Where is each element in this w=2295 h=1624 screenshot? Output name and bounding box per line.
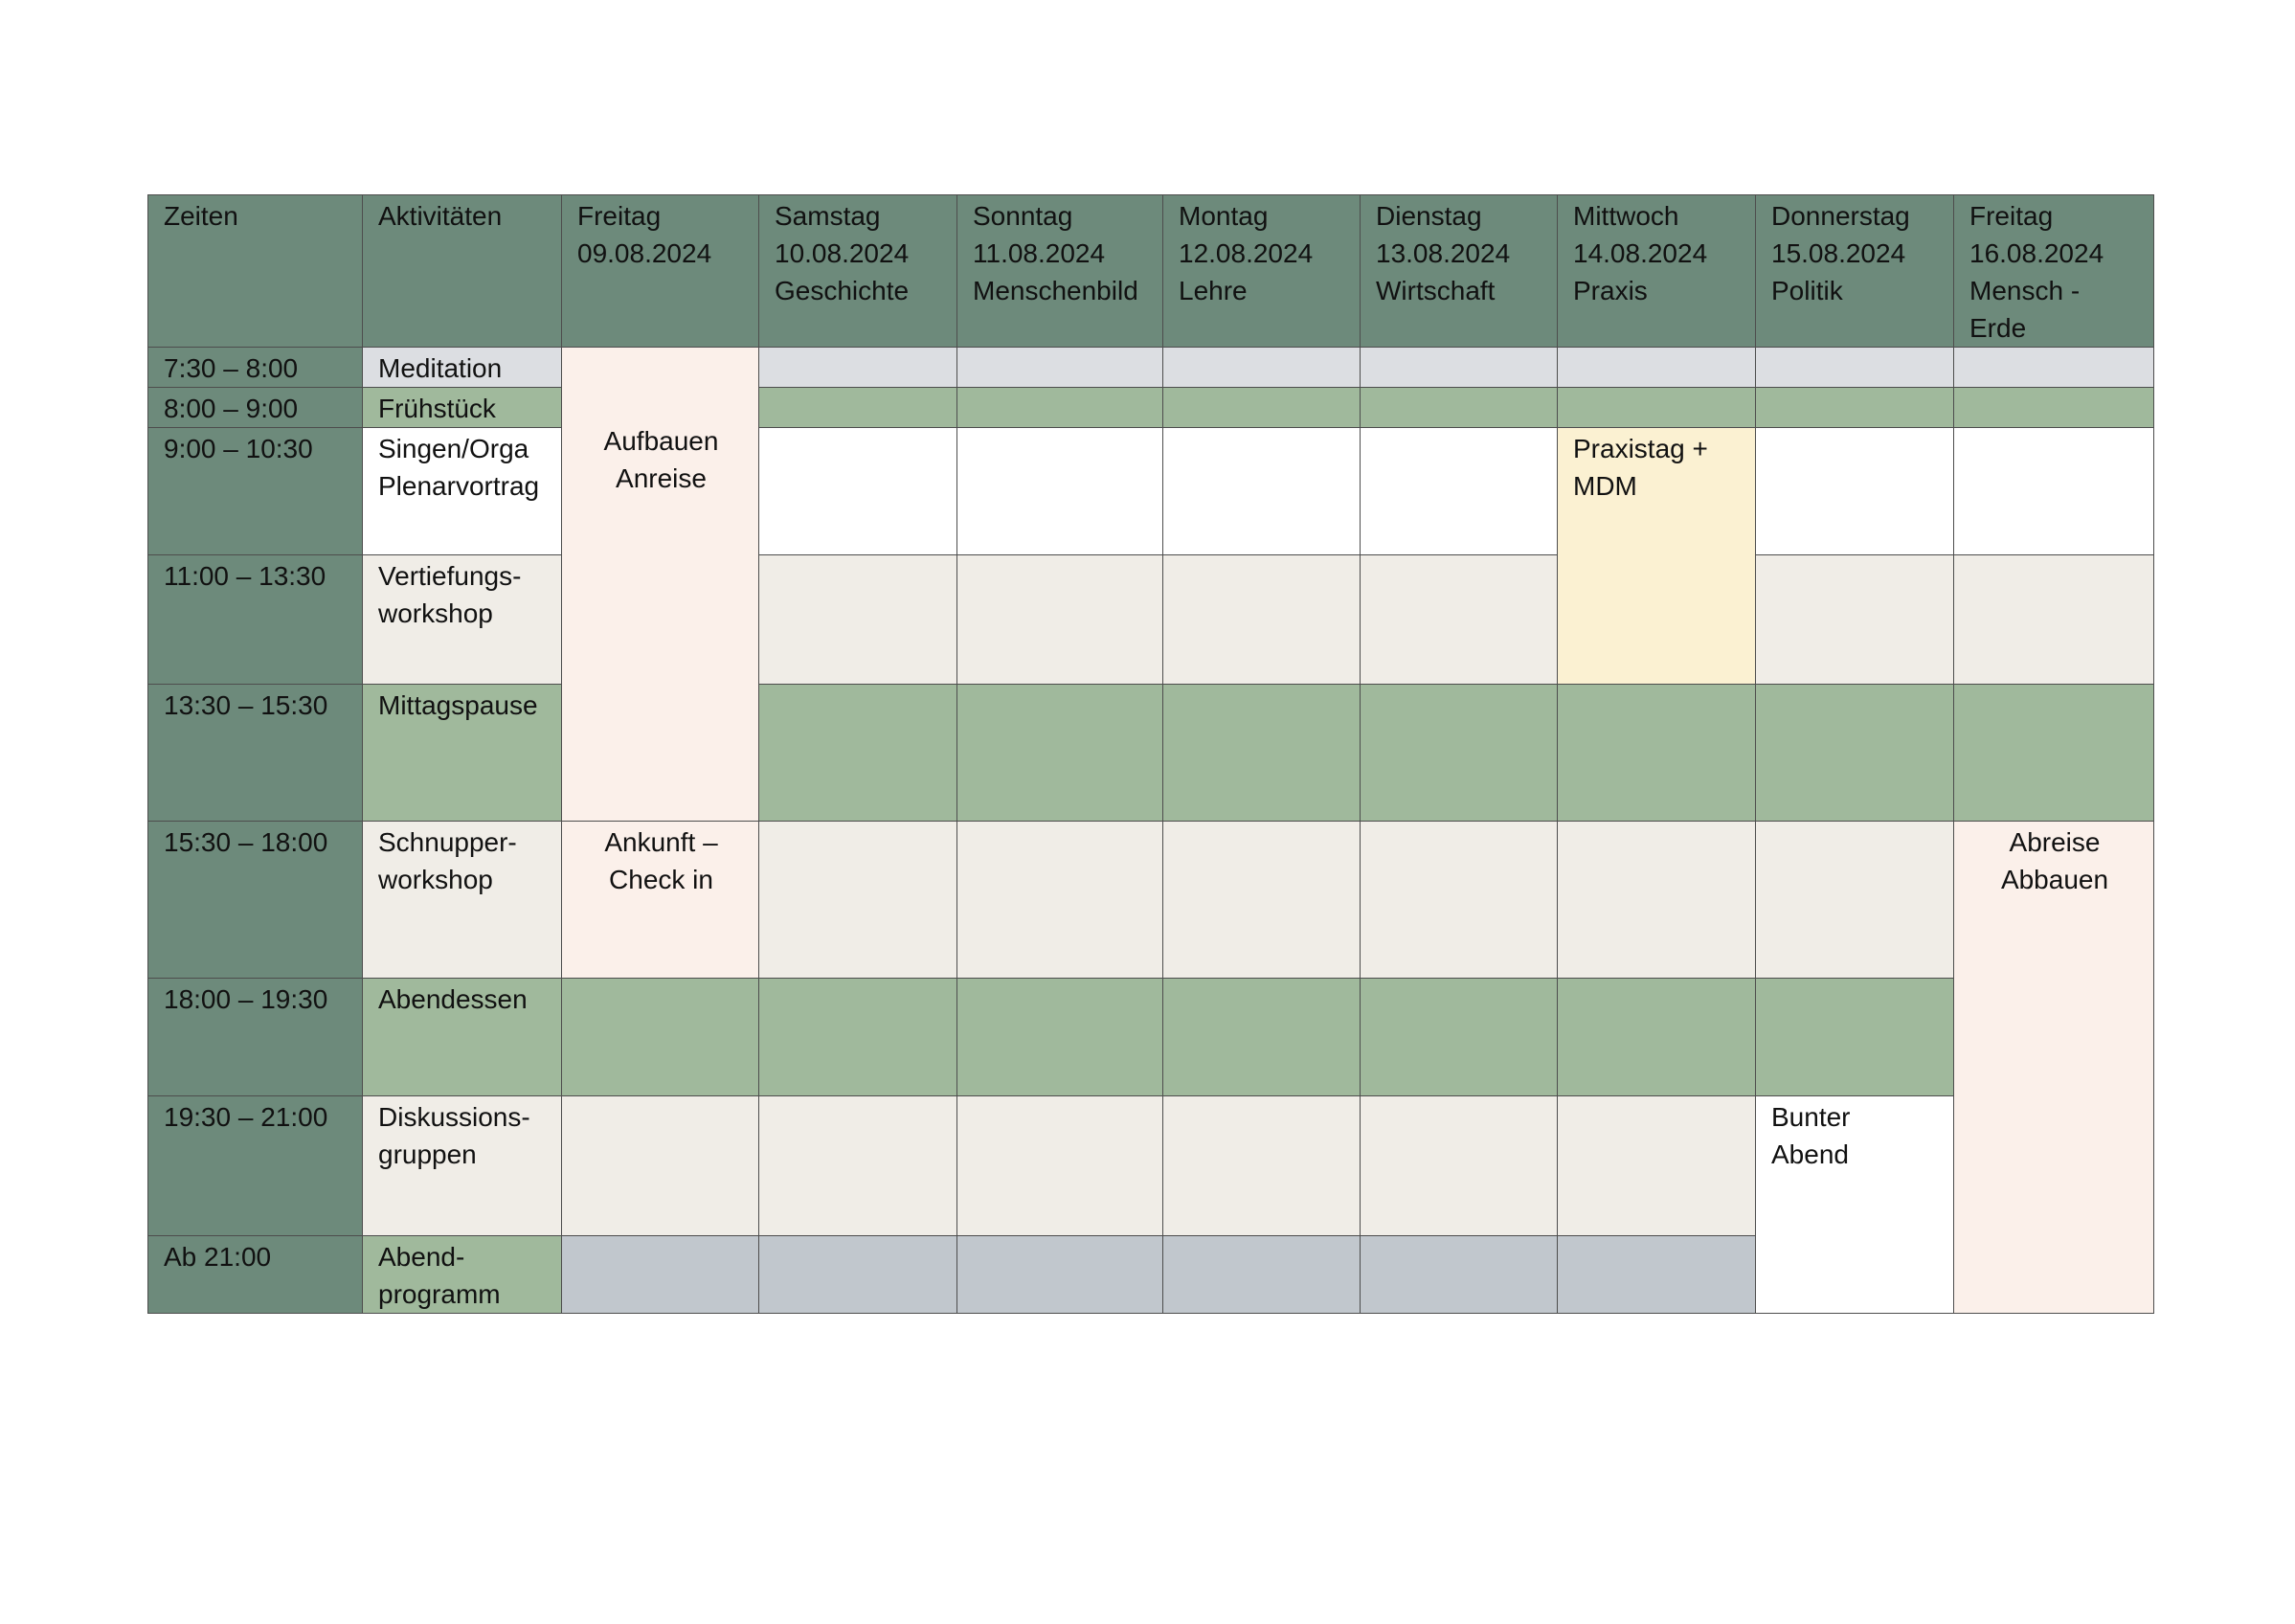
activity-cell: Abendessen [363,979,562,1096]
bunter-abend-cell: Bunter Abend [1756,1096,1954,1314]
slot-cell [1756,348,1954,388]
slot-cell [1954,348,2154,388]
ankunft-checkin-cell: Ankunft – Check in [562,822,759,979]
slot-cell [1954,685,2154,822]
activity-cell: Frühstück [363,388,562,428]
header-day-mon-1208: Montag 12.08.2024 Lehre [1163,195,1361,348]
slot-cell [1558,979,1756,1096]
header-row [148,195,2154,348]
slot-cell [957,979,1163,1096]
row-plenarvortrag [148,428,2154,555]
slot-cell [759,555,957,685]
header-day-fri-1608: Freitag 16.08.2024 Mensch - Erde [1954,195,2154,348]
time-cell: 11:00 – 13:30 [148,555,363,685]
row-abendessen [148,979,2154,1096]
slot-cell [957,388,1163,428]
slot-cell [1361,388,1558,428]
slot-cell [759,348,957,388]
activity-cell: Mittagspause [363,685,562,822]
slot-cell [562,1236,759,1314]
row-mittagspause [148,685,2154,822]
slot-cell [957,822,1163,979]
activity-cell: Diskussions- gruppen [363,1096,562,1236]
slot-cell [759,685,957,822]
header-day-sun-1108: Sonntag 11.08.2024 Menschenbild [957,195,1163,348]
slot-cell [562,1096,759,1236]
slot-cell [957,348,1163,388]
slot-cell [1756,822,1954,979]
header-day-wed-1408: Mittwoch 14.08.2024 Praxis [1558,195,1756,348]
time-cell: 7:30 – 8:00 [148,348,363,388]
slot-cell [1163,348,1361,388]
slot-cell [1558,822,1756,979]
slot-cell [1361,428,1558,555]
slot-cell [1361,555,1558,685]
slot-cell [759,979,957,1096]
slot-cell [759,428,957,555]
slot-cell [1163,388,1361,428]
slot-cell [1756,555,1954,685]
slot-cell [957,1096,1163,1236]
slot-cell [1558,1096,1756,1236]
slot-cell [1558,388,1756,428]
time-cell: 15:30 – 18:00 [148,822,363,979]
slot-cell [1163,1096,1361,1236]
slot-cell [1163,1236,1361,1314]
slot-cell [1558,685,1756,822]
slot-cell [562,979,759,1096]
activity-cell: Schnupper- workshop [363,822,562,979]
time-cell: 9:00 – 10:30 [148,428,363,555]
slot-cell [1756,685,1954,822]
time-cell: Ab 21:00 [148,1236,363,1314]
slot-cell [1558,348,1756,388]
slot-cell [1163,428,1361,555]
slot-cell [759,1236,957,1314]
abreise-abbauen-cell: Abreise Abbauen [1954,822,2154,1314]
header-day-sat-1008: Samstag 10.08.2024 Geschichte [759,195,957,348]
activity-cell: Vertiefungs- workshop [363,555,562,685]
slot-cell [1163,555,1361,685]
row-vertiefungsworkshop [148,555,2154,685]
header-zeiten: Zeiten [148,195,363,348]
slot-cell [1361,348,1558,388]
header-day-thu-1508: Donnerstag 15.08.2024 Politik [1756,195,1954,348]
activity-cell: Abend- programm [363,1236,562,1314]
activity-cell: Singen/Orga Plenarvortrag [363,428,562,555]
slot-cell [759,822,957,979]
row-meditation [148,348,2154,388]
time-cell: 13:30 – 15:30 [148,685,363,822]
slot-cell [1756,388,1954,428]
slot-cell [1361,1236,1558,1314]
header-day-tue-1308: Dienstag 13.08.2024 Wirtschaft [1361,195,1558,348]
activity-cell: Meditation [363,348,562,388]
slot-cell [759,388,957,428]
slot-cell [1163,822,1361,979]
slot-cell [957,555,1163,685]
row-fruehstueck [148,388,2154,428]
row-schnupperworkshop [148,822,2154,979]
time-cell: 18:00 – 19:30 [148,979,363,1096]
slot-cell [957,428,1163,555]
slot-cell [957,685,1163,822]
praxistag-cell: Praxistag + MDM [1558,428,1756,685]
aufbauen-anreise-cell: Aufbauen Anreise [562,348,759,822]
header-day-fri-0908: Freitag 09.08.2024 [562,195,759,348]
slot-cell [1756,428,1954,555]
slot-cell [1361,685,1558,822]
slot-cell [957,1236,1163,1314]
slot-cell [1163,685,1361,822]
row-diskussionsgruppen [148,1096,2154,1236]
slot-cell [1954,555,2154,685]
slot-cell [1558,1236,1756,1314]
slot-cell [759,1096,957,1236]
slot-cell [1756,979,1954,1096]
slot-cell [1361,1096,1558,1236]
slot-cell [1954,428,2154,555]
header-aktivitaeten: Aktivitäten [363,195,562,348]
schedule-table [147,194,2154,1314]
slot-cell [1163,979,1361,1096]
time-cell: 8:00 – 9:00 [148,388,363,428]
slot-cell [1954,388,2154,428]
slot-cell [1361,979,1558,1096]
slot-cell [1361,822,1558,979]
time-cell: 19:30 – 21:00 [148,1096,363,1236]
